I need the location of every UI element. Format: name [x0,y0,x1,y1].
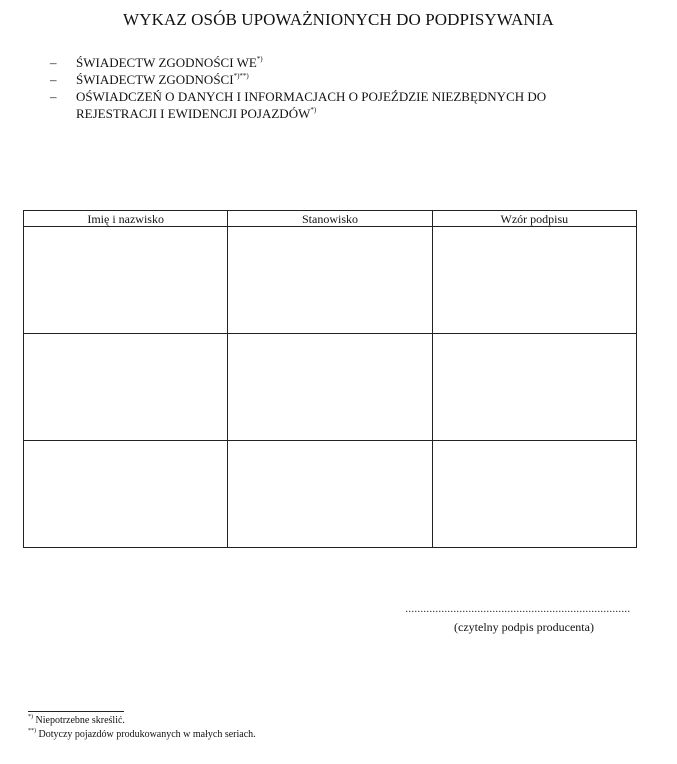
signature-cell[interactable] [432,227,636,334]
column-header-name: Imię i nazwisko [24,211,228,227]
list-item-certificates [50,71,632,88]
table-row [24,441,637,548]
position-cell[interactable] [228,441,432,548]
column-header-signature: Wzór podpisu [432,211,636,227]
name-cell[interactable] [24,441,228,548]
footnote-marker: *) [256,55,263,63]
list-dash: – [50,55,57,70]
column-header-position: Stanowisko [228,211,432,227]
table-header-row [24,211,637,227]
document-title: WYKAZ OSÓB UPOWAŻNIONYCH DO PODPISYWANIA [123,10,554,29]
position-cell[interactable] [228,334,432,441]
list-item-text-line1: OŚWIADCZEŃ O DANYCH I INFORMACJACH O POJEŹDZIE NIEZBĘDNYCH DO [76,89,547,104]
footnote-2 [28,728,256,742]
signature-cell[interactable] [432,334,636,441]
signature-cell[interactable] [432,441,636,548]
signatories-table [23,210,637,548]
signature-line[interactable]: ........................................................................... [405,604,631,615]
footnote-separator [28,711,124,712]
footnote-1 [28,714,256,728]
document-types-list [50,54,632,122]
table-row [24,227,637,334]
list-item-text: ŚWIADECTW ZGODNOŚCI WE [76,55,257,70]
position-cell[interactable] [228,227,432,334]
name-cell[interactable] [24,227,228,334]
name-cell[interactable] [24,334,228,441]
list-dash: – [50,72,57,87]
footnote-text: Dotyczy pojazdów produkowanych w małych seriach. [36,729,256,740]
list-item-text-line2: REJESTRACJI I EWIDENCJI POJAZDÓW [76,106,311,121]
signature-caption: (czytelny podpis producenta) [454,620,594,634]
footnote-mark: **) [28,728,36,734]
footnote-mark: *) [28,714,33,720]
list-item-text: ŚWIADECTW ZGODNOŚCI [76,72,234,87]
footnote-marker: *)**) [233,72,249,80]
list-item-vehicle-statements [50,88,632,122]
footnote-marker: *) [310,106,317,114]
footnotes [28,714,256,742]
list-item-ec-certificates [50,54,632,71]
footnote-text: Niepotrzebne skreślić. [33,715,125,726]
list-dash: – [50,89,57,104]
table-row [24,334,637,441]
